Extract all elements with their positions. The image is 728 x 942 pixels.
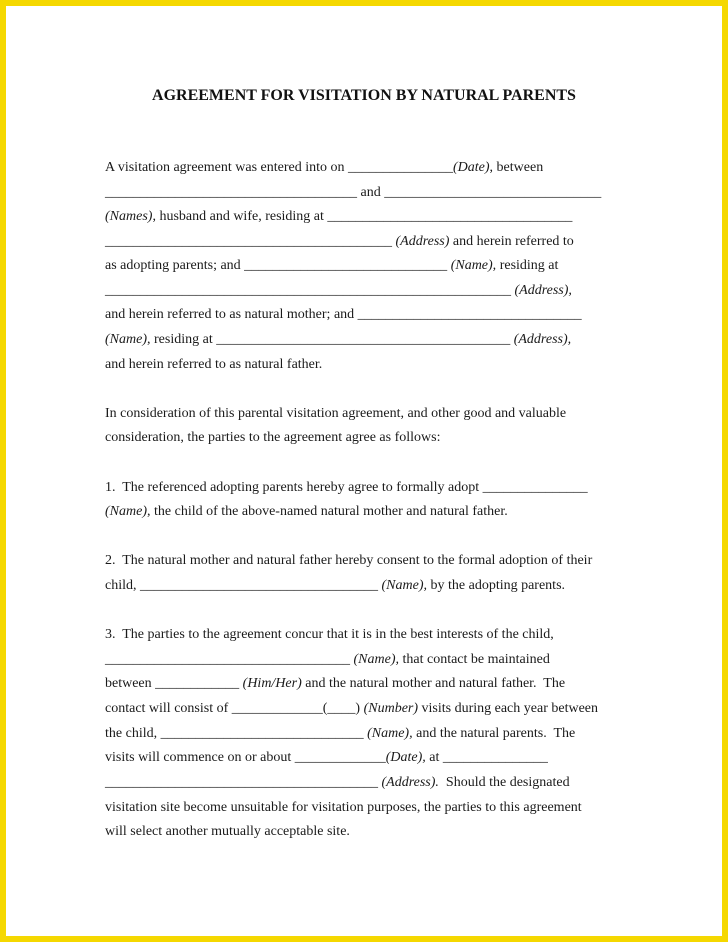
field-label: (Him/Her): [242, 676, 302, 691]
text-segment: 2. The natural mother and natural father hereby consent to the formal adoption of their: [105, 553, 593, 568]
text-segment: and herein referred to as natural mother; and ________________________________: [105, 307, 582, 322]
text-segment: and the natural parents. The: [412, 726, 576, 741]
document-page: [6, 6, 722, 936]
text-segment: 3. The parties to the agreement concur that it is in the best interests of the child,: [105, 627, 554, 642]
text-segment: _________________________________________: [105, 234, 396, 249]
field-label: (Address): [395, 234, 450, 249]
field-label: (Name),: [450, 258, 497, 273]
text-line: [105, 823, 350, 841]
field-label: (Number): [363, 701, 419, 716]
text-segment: contact will consist of _____________(____): [105, 701, 364, 716]
text-segment: will select another mutually acceptable site.: [105, 824, 350, 839]
text-line: [105, 774, 570, 792]
text-line: [105, 184, 601, 202]
text-segment: at _______________: [425, 750, 548, 765]
text-segment: and herein referred to: [449, 234, 574, 249]
text-line: [105, 749, 548, 767]
text-line: [105, 306, 582, 324]
field-label: (Name): [105, 332, 147, 347]
text-segment: In consideration of this parental visitation agreement, and other good and valuable: [105, 406, 567, 421]
text-segment: residing at: [496, 258, 559, 273]
text-segment: child, __________________________________: [105, 578, 382, 593]
text-segment: ___________________________________: [105, 652, 354, 667]
text-line: [105, 331, 571, 349]
text-segment: by the adopting parents.: [427, 578, 566, 593]
text-segment: , husband and wife, residing at ___________________________________: [152, 209, 573, 224]
text-segment: , residing at __________________________________________: [147, 332, 514, 347]
text-line: [105, 405, 566, 423]
text-segment: ____________________________________ and _______________________________: [105, 185, 602, 200]
text-segment: visits during each year between: [418, 701, 599, 716]
field-label: (Name): [105, 504, 147, 519]
document-title: AGREEMENT FOR VISITATION BY NATURAL PARENTS: [152, 87, 576, 104]
text-segment: visits will commence on or about _____________: [105, 750, 386, 765]
text-line: [105, 626, 554, 644]
text-segment: , the child of the above-named natural mother and natural father.: [147, 504, 508, 519]
text-line: [105, 159, 543, 177]
text-line: [105, 700, 598, 718]
text-line: [105, 233, 574, 251]
text-segment: visitation site become unsuitable for visitation purposes, the parties to this agreement: [105, 800, 582, 815]
field-label: (Name),: [353, 652, 399, 667]
text-line: [105, 282, 572, 300]
text-line: [105, 479, 588, 497]
text-segment: Should the designated: [438, 775, 570, 790]
text-segment: that contact be maintained: [399, 652, 550, 667]
field-label: (Date): [453, 160, 490, 175]
text-segment: , between: [489, 160, 544, 175]
text-segment: as adopting parents; and _____________________________: [105, 258, 451, 273]
text-segment: __________________________________________________________: [105, 283, 515, 298]
field-label: (Name),: [367, 726, 413, 741]
text-segment: consideration, the parties to the agreement agree as follows:: [105, 430, 441, 445]
field-label: (Date),: [385, 750, 426, 765]
text-line: [105, 552, 592, 570]
text-line: [105, 651, 550, 669]
text-line: [105, 799, 582, 817]
field-label: (Address),: [513, 332, 572, 347]
text-segment: between ____________: [105, 676, 243, 691]
text-segment: and the natural mother and natural father. The: [301, 676, 566, 691]
text-line: [105, 503, 508, 521]
text-line: [105, 725, 575, 743]
text-line: [105, 577, 565, 595]
field-label: (Address).: [381, 775, 439, 790]
text-segment: A visitation agreement was entered into on _______________: [105, 160, 453, 175]
field-label: (Address),: [514, 283, 572, 298]
text-line: [105, 675, 565, 693]
text-segment: _______________________________________: [105, 775, 382, 790]
text-line: [105, 257, 558, 275]
text-line: [105, 208, 572, 226]
field-label: (Name),: [381, 578, 427, 593]
text-line: [105, 429, 441, 447]
text-segment: the child, _____________________________: [105, 726, 368, 741]
text-segment: 1. The referenced adopting parents hereby agree to formally adopt _______________: [105, 480, 588, 495]
text-line: [105, 356, 322, 374]
field-label: (Names): [105, 209, 153, 224]
text-segment: and herein referred to as natural father.: [105, 357, 323, 372]
